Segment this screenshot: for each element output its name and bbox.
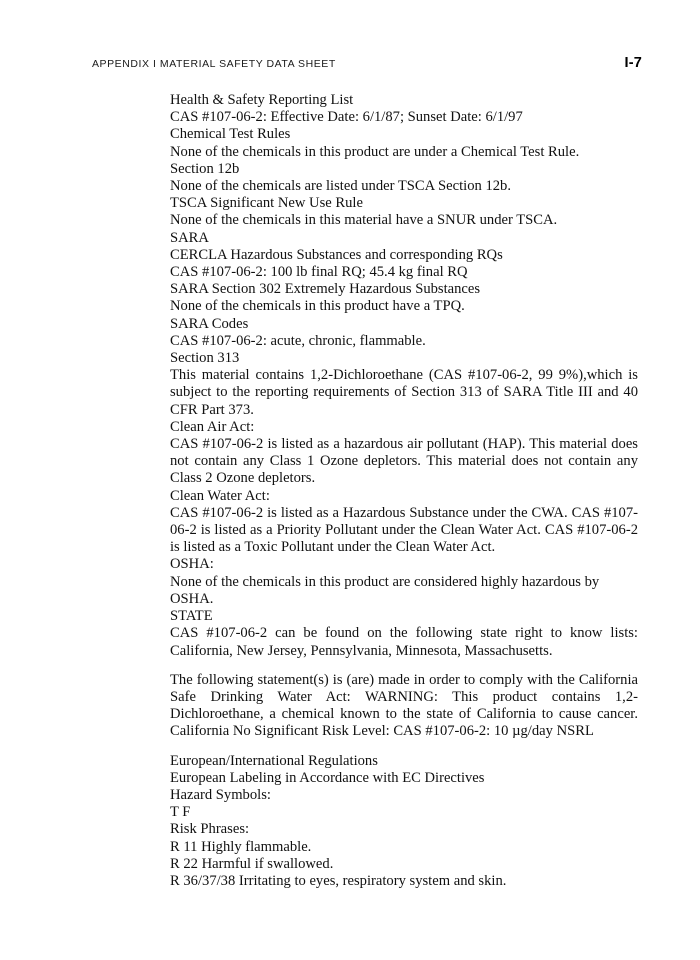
- body-line: None of the chemicals are listed under TSCA Section 12b.: [170, 178, 511, 195]
- body-line: CERCLA Hazardous Substances and corresponding RQs: [170, 246, 503, 263]
- body-line: Section 313: [170, 350, 240, 367]
- body-line: SARA: [170, 229, 209, 246]
- body-line: Risk Phrases:: [170, 821, 250, 838]
- body-line: Clean Water Act:: [170, 487, 270, 504]
- page-number: I-7: [624, 55, 642, 71]
- body-line: Hazard Symbols:: [170, 786, 271, 803]
- body-line: OSHA:: [170, 556, 214, 573]
- body-line: None of the chemicals in this product are considered highly hazardous by OSHA.: [170, 573, 603, 607]
- body-line: R 11 Highly flammable.: [170, 838, 312, 855]
- text-block-health-safety-reporting: [170, 92, 638, 660]
- body-paragraph: CAS #107-06-2 is listed as a Hazardous Substance under the CWA. CAS #107-06-2 is listed as a Priority Pollutant under the Clean Water Act. CAS #107-06-2 is listed as a Toxic Pollutant under the Clean Water Act.: [170, 504, 638, 556]
- body-paragraph: CAS #107-06-2 is listed as a hazardous air pollutant (HAP). This material does not contain any Class 1 Ozone depletors. This material does not contain any Class 2 Ozone depletors.: [170, 436, 638, 487]
- body-line: Chemical Test Rules: [170, 126, 291, 143]
- body-line: Health & Safety Reporting List: [170, 92, 354, 108]
- body-line: None of the chemicals in this product are under a Chemical Test Rule.: [170, 143, 580, 160]
- running-head: [92, 55, 642, 75]
- body-line: Section 12b: [170, 160, 240, 177]
- body-line: European/International Regulations: [170, 752, 378, 769]
- body-line: T F: [170, 804, 191, 821]
- body-line: TSCA Significant New Use Rule: [170, 195, 363, 212]
- body-line: R 36/37/38 Irritating to eyes, respiratory system and skin.: [170, 872, 507, 889]
- body-line: None of the chemicals in this product have a TPQ.: [170, 298, 465, 315]
- body-paragraph: CAS #107-06-2 can be found on the following state right to know lists: California, New Jersey, Pennsylvania, Minnesota, Massachusetts.: [170, 625, 638, 659]
- body-paragraph: This material contains 1,2-Dichloroethane (CAS #107-06-2, 99 9%),which is subject to the reporting requirements of Section 313 of SARA Title III and 40 CFR Part 373.: [170, 367, 638, 418]
- body-text-column: [170, 92, 638, 890]
- body-line: None of the chemicals in this material have a SNUR under TSCA.: [170, 212, 558, 229]
- body-line: CAS #107-06-2: 100 lb final RQ; 45.4 kg final RQ: [170, 264, 468, 281]
- body-line: CAS #107-06-2: acute, chronic, flammable.: [170, 332, 426, 349]
- running-head-title: APPENDIX I MATERIAL SAFETY DATA SHEET: [92, 58, 336, 70]
- body-paragraph: The following statement(s) is (are) made in order to comply with the California Safe Drinking Water Act: WARNING: This product contains 1,2-Dichloroethane, a chemical known to the state of California to cause cancer. California No Significant Risk Level: CAS #107-06-2: 10 µg/day NSRL: [170, 671, 638, 740]
- body-line: SARA Codes: [170, 315, 249, 332]
- body-line: CAS #107-06-2: Effective Date: 6/1/87; Sunset Date: 6/1/97: [170, 109, 523, 126]
- body-line: R 22 Harmful if swallowed.: [170, 855, 334, 872]
- body-line: European Labeling in Accordance with EC Directives: [170, 769, 485, 786]
- body-line: STATE: [170, 608, 213, 625]
- body-line: Clean Air Act:: [170, 418, 255, 435]
- body-line: SARA Section 302 Extremely Hazardous Substances: [170, 281, 481, 298]
- text-block-european-international-regulations: [170, 753, 638, 891]
- text-block-california-statement: [170, 672, 638, 741]
